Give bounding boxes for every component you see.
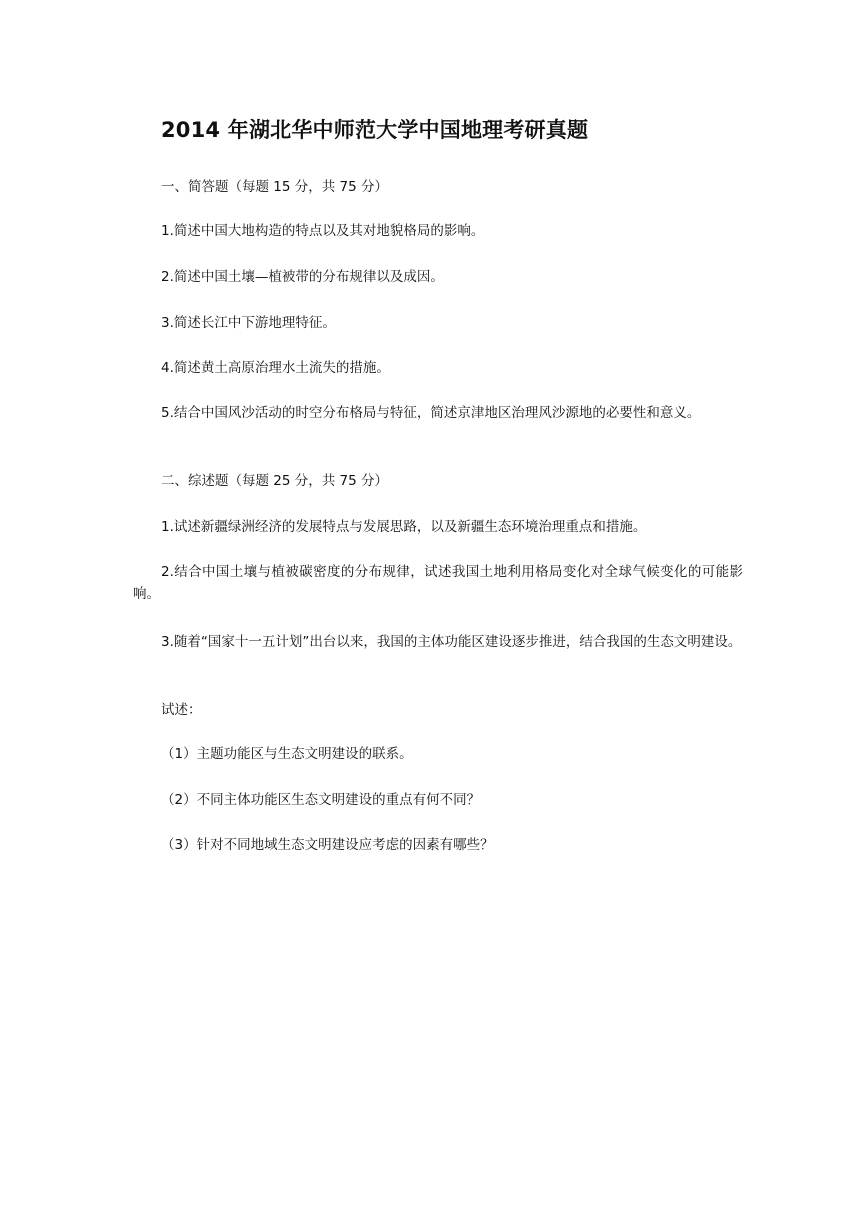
question-2-1: 1.试述新疆绿洲经济的发展特点与发展思路，以及新疆生态环境治理重点和措施。 [161, 519, 647, 535]
question-2-3: 3.随着“国家十一五计划”出台以来，我国的主体功能区建设逐步推进，结合我国的生态文明建设。 [161, 634, 742, 650]
subquestion-1: （1）主题功能区与生态文明建设的联系。 [161, 746, 413, 762]
question-1-2: 2.简述中国土壤—植被带的分布规律以及成因。 [161, 269, 444, 285]
subprompt-label: 试述： [161, 702, 202, 718]
question-2-2: 2.结合中国土壤与植被碳密度的分布规律，试述我国土地利用格局变化对全球气候变化的可能影响。 [133, 564, 743, 602]
question-1-3: 3.简述长江中下游地理特征。 [161, 315, 336, 331]
subquestion-2: （2）不同主体功能区生态文明建设的重点有何不同？ [161, 792, 481, 808]
question-1-5: 5.结合中国风沙活动的时空分布格局与特征，简述京津地区治理风沙源地的必要性和意义。 [161, 405, 701, 421]
question-1-4: 4.简述黄土高原治理水土流失的措施。 [161, 360, 390, 376]
question-1-1: 1.简述中国大地构造的特点以及其对地貌格局的影响。 [161, 223, 485, 239]
section-heading-essay: 二、综述题（每题 25 分，共 75 分） [161, 473, 389, 489]
section-heading-short-answer: 一、简答题（每题 15 分，共 75 分） [161, 179, 389, 195]
subquestion-3: （3）针对不同地域生态文明建设应考虑的因素有哪些？ [161, 837, 494, 853]
page-title: 2014 年湖北华中师范大学中国地理考研真题 [161, 118, 589, 142]
